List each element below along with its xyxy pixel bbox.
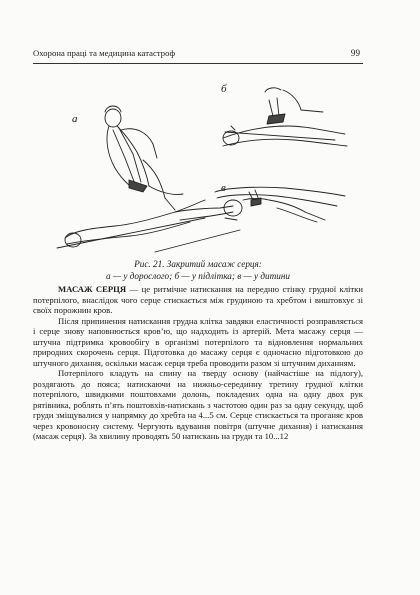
- header-title: Охорона праці та медицина катастроф: [33, 48, 176, 58]
- panel-a-drawing: [57, 106, 240, 252]
- panel-label-v: в: [221, 182, 226, 194]
- paragraph-2: Після припинення натискання грудна клітка завдяки еластичності розправляється і серце знову наповнюється кров’ю, що надходить із артерій. Мета масажу серця — штучна підтримка кровообігу в організмі потерпілого та відновлення нормальних природних скорочень серця. Підготовка до масажу серця є одночасно підготовкою до штучного дихання, оскільки масаж серця треба проводити разом зі штучним диханням.: [33, 315, 363, 368]
- figure-caption-title: Рис. 21. Закритий масаж серця:: [134, 259, 262, 269]
- panel-b-drawing: [223, 88, 347, 146]
- figure-illustration: [55, 80, 355, 255]
- term-heading: МАСАЖ СЕРЦЯ: [58, 284, 127, 294]
- paragraph-1-rest: — це ритмічне натискання на передню стінку грудної клітки потерпілого, внаслідок чого серце стискається між грудиною та хребтом і виштовхує зі своїх порожнин кров.: [33, 284, 363, 315]
- paragraph-3: Потерпілого кладуть на спину на тверду основу (найчастіше на підлогу), роздягають до пояса; натискаючи на нижньо-серединну третину грудної клітки потерпілого, швидкими поштовхами долонь, покладених одна на одну двох рук рятівника, роблять п’ять поштовхів-натискань з частотою один раз за одну секунду, щоб груди зміщувалися у напрямку до хребта на 4...5 см. Серце стискається та проганяє кров через кровоносну систему. Чергують вдування повітря (штучне дихання) і натискання (масаж серця). За хвилину проводять 50 натискань на груди та 10...12: [33, 368, 363, 441]
- panel-label-a: а: [72, 113, 78, 125]
- figure-caption-sub: а — у дорослого; б — у підлітка; в — у дитини: [106, 271, 290, 281]
- paragraph-1: [33, 284, 363, 316]
- body-text: [33, 284, 363, 442]
- panel-v-drawing: [215, 187, 345, 222]
- panel-label-b: б: [221, 83, 227, 95]
- running-header: [33, 48, 360, 58]
- header-rule: [33, 63, 363, 64]
- page-number: 99: [350, 48, 360, 58]
- figure-chest-compression: [55, 80, 355, 255]
